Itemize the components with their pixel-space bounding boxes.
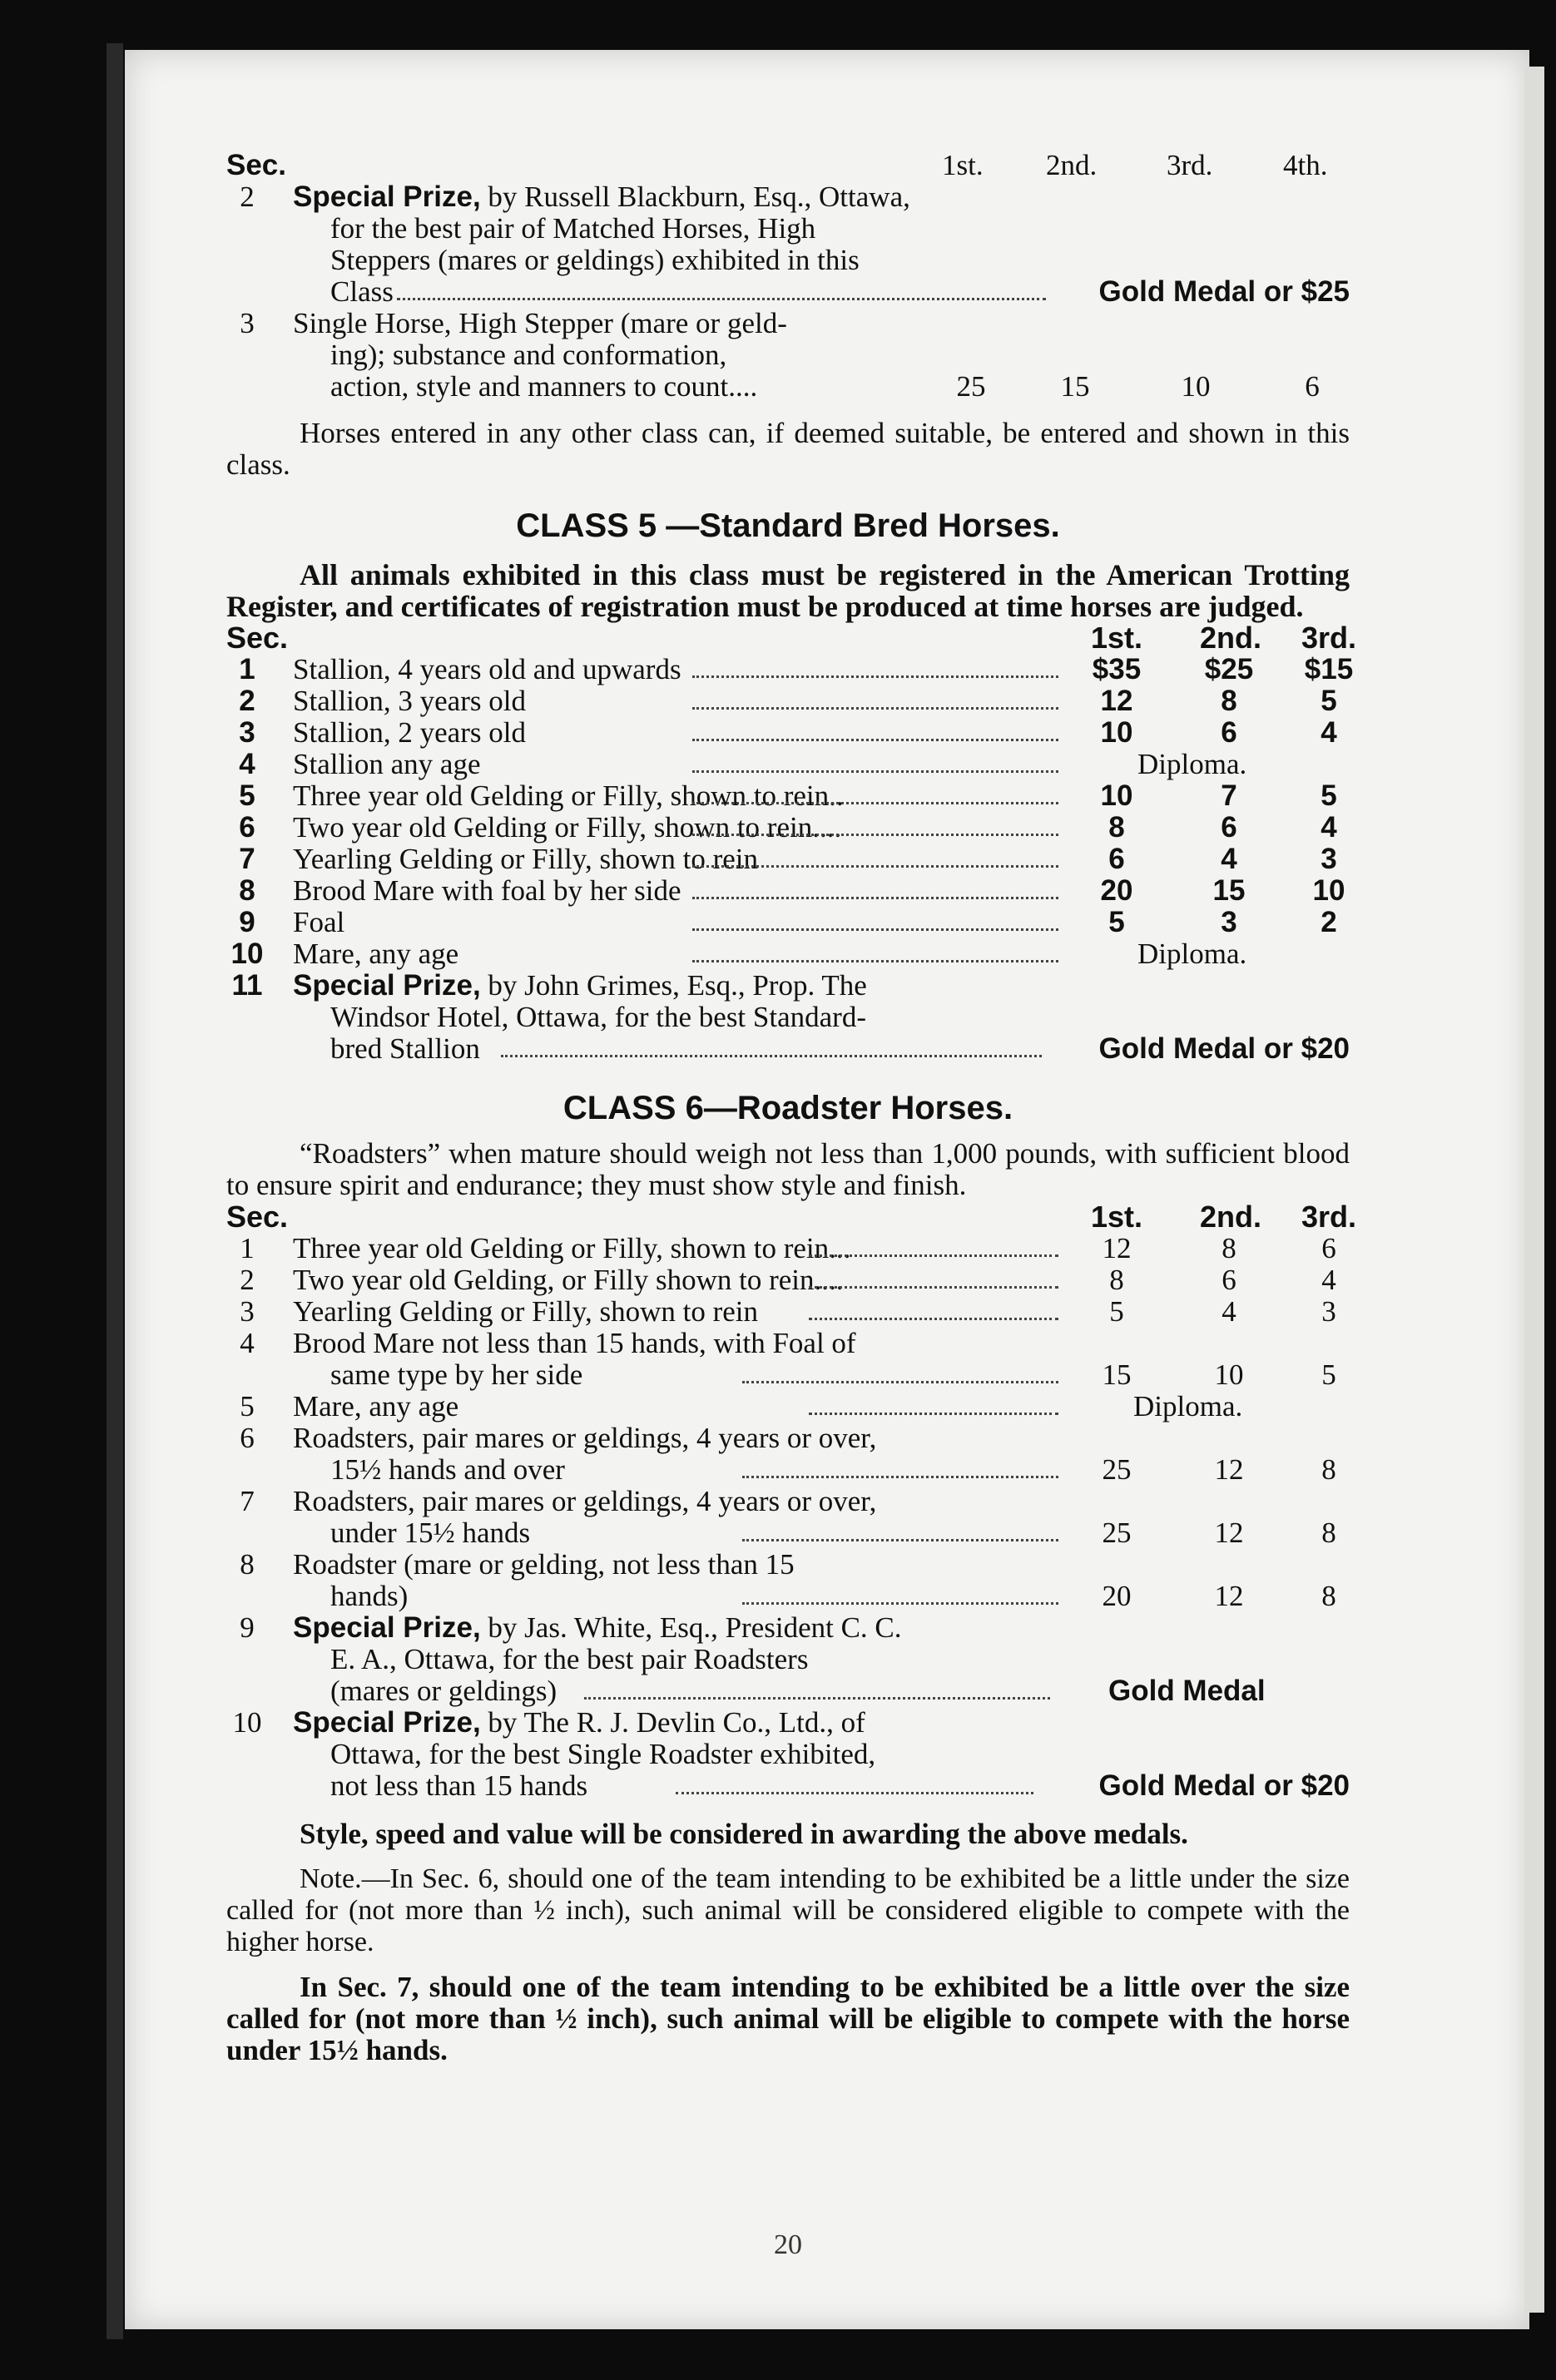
row-text: Single Horse, High Stepper (mare or geld- xyxy=(293,307,787,339)
leader-dots xyxy=(692,958,1058,962)
sec-number: 9 xyxy=(240,1611,255,1644)
row-text: Mare, any age xyxy=(293,938,459,970)
table-row xyxy=(226,844,1350,875)
sec-number: 4 xyxy=(240,1327,255,1359)
sec-number: 3 xyxy=(240,1295,255,1328)
page-edge xyxy=(1524,67,1544,2313)
sec-number: 9 xyxy=(239,906,255,938)
row-text: ing); substance and conformation, xyxy=(330,339,727,371)
value-v1: $35 xyxy=(1092,653,1142,685)
value-v1: 12 xyxy=(1102,1232,1132,1264)
value-v3: $15 xyxy=(1304,653,1354,685)
leader-dots xyxy=(692,800,1058,804)
col-1st: 1st. xyxy=(1090,1200,1143,1234)
table-row xyxy=(226,1423,1350,1454)
sec-number: 6 xyxy=(240,1422,255,1454)
page-number: 20 xyxy=(774,2229,802,2260)
row-text: not less than 15 hands xyxy=(330,1769,588,1802)
value-3rd: 10 xyxy=(1181,370,1211,403)
sec-number: 5 xyxy=(240,1390,255,1423)
value-v2: 8 xyxy=(1222,1232,1236,1264)
table-row xyxy=(226,812,1350,844)
leader-dots xyxy=(692,927,1058,931)
award: Gold Medal xyxy=(1108,1675,1266,1707)
sec-number: 3 xyxy=(239,716,255,749)
table-row xyxy=(226,685,1350,717)
value-v2: 12 xyxy=(1214,1517,1244,1549)
column-header xyxy=(226,1200,1357,1234)
note-sec7: In Sec. 7, should one of the team intending to be exhibited be a little over the size called for (not more than ½ inch), such animal will be eligible to compete with the horse under 15½ hands. xyxy=(226,1971,1350,2066)
col-1st: 1st. xyxy=(1090,621,1143,655)
table-row xyxy=(226,653,1354,685)
leader-dots xyxy=(692,863,1058,868)
column-header xyxy=(226,621,1357,655)
value-v3: 8 xyxy=(1321,1517,1336,1549)
value-2nd: 15 xyxy=(1060,370,1090,403)
value-v1: 10 xyxy=(1100,716,1133,749)
sec-number: 2 xyxy=(239,685,255,717)
row-text: by Jas. White, Esq., President C. C. xyxy=(488,1611,902,1644)
value-v3: 5 xyxy=(1321,685,1337,717)
col-2nd: 2nd. xyxy=(1046,149,1098,181)
row-text: Yearling Gelding or Filly, shown to rein xyxy=(293,843,759,875)
col-3rd: 3rd. xyxy=(1301,1200,1357,1234)
award: Gold Medal or $20 xyxy=(1098,1032,1350,1065)
note-sec6: Note.—In Sec. 6, should one of the team intending to be exhibited be a little under the size called for (not more than ½ inch), such animal will be considered eligible to compete with the higher horse. xyxy=(226,1863,1350,1957)
leader-dots xyxy=(742,1474,1058,1478)
table-row xyxy=(226,938,1350,970)
sec-number: 8 xyxy=(240,1548,255,1581)
table-row-cont xyxy=(226,1644,1350,1675)
table-row xyxy=(226,717,1350,749)
award: Gold Medal or $20 xyxy=(1098,1769,1350,1802)
diploma: Diploma. xyxy=(1133,1390,1243,1423)
value-v2: 6 xyxy=(1221,811,1237,844)
row-text: Roadsters, pair mares or geldings, 4 years or over, xyxy=(293,1485,877,1517)
value-4th: 6 xyxy=(1305,370,1320,403)
value-v2: 4 xyxy=(1221,843,1237,875)
value-v3: 5 xyxy=(1321,1358,1336,1391)
leader-dots xyxy=(742,1379,1058,1383)
row-text: by John Grimes, Esq., Prop. The xyxy=(488,969,867,1002)
value-v2: $25 xyxy=(1204,653,1254,685)
col-4th: 4th. xyxy=(1283,149,1328,181)
value-v3: 4 xyxy=(1321,811,1337,844)
leader-dots xyxy=(742,1601,1058,1605)
class5-heading: CLASS 5 —Standard Bred Horses. xyxy=(516,507,1060,544)
row-text: (mares or geldings) xyxy=(330,1675,557,1707)
row-text: 15½ hands and over xyxy=(330,1453,565,1486)
table-row-cont xyxy=(226,1770,1350,1802)
sec-label: Sec. xyxy=(226,149,286,181)
table-row-cont xyxy=(226,1002,1350,1033)
value-v1: 20 xyxy=(1102,1580,1132,1612)
column-header-top xyxy=(226,150,1350,181)
table-row xyxy=(226,1391,1350,1423)
row-text: E. A., Ottawa, for the best pair Roadsters xyxy=(330,1643,809,1675)
diploma: Diploma. xyxy=(1137,938,1247,970)
table-row-cont xyxy=(226,1739,1350,1770)
class6-intro: “Roadsters” when mature should weigh not less than 1,000 pounds, with sufficient blood to ensure spirit and endurance; they must show style and finish. xyxy=(226,1137,1350,1201)
table-row-cont xyxy=(226,1033,1350,1065)
award: Gold Medal or $25 xyxy=(1098,275,1350,308)
table-row-cont xyxy=(226,371,1350,403)
row-text: Mare, any age xyxy=(293,1390,459,1423)
table-row xyxy=(226,1486,1350,1517)
value-v2: 4 xyxy=(1222,1295,1236,1328)
table-row-cont xyxy=(226,1454,1350,1486)
value-v3: 8 xyxy=(1321,1453,1336,1486)
table-row-cont xyxy=(226,1675,1350,1707)
value-v1: 10 xyxy=(1100,779,1133,812)
table-row-cont xyxy=(226,1359,1350,1391)
value-v1: 25 xyxy=(1102,1517,1132,1549)
row-text: by The R. J. Devlin Co., Ltd., of xyxy=(488,1706,865,1739)
sec-number: 1 xyxy=(239,653,255,685)
sec-number: 2 xyxy=(240,1264,255,1296)
value-v1: 8 xyxy=(1109,1264,1124,1296)
special-prize-label: Special Prize, xyxy=(293,1611,481,1644)
leader-dots xyxy=(692,832,1058,836)
value-v2: 7 xyxy=(1221,779,1237,812)
leader-dots xyxy=(584,1695,1050,1700)
sec-number: 11 xyxy=(231,969,263,1002)
col-1st: 1st. xyxy=(942,149,984,181)
leader-dots xyxy=(692,769,1058,773)
special-prize-label: Special Prize, xyxy=(293,969,481,1002)
table-row-cont xyxy=(226,1517,1350,1549)
value-v3: 8 xyxy=(1321,1580,1336,1612)
row-text: same type by her side xyxy=(330,1358,583,1391)
leader-dots xyxy=(809,1411,1058,1415)
sec-number: 2 xyxy=(240,181,255,213)
sec-label: Sec. xyxy=(226,1200,289,1234)
value-v2: 8 xyxy=(1221,685,1237,717)
row-text: bred Stallion xyxy=(330,1032,480,1065)
row-text: Two year old Gelding or Filly, shown to rein.... xyxy=(293,811,842,844)
value-v2: 12 xyxy=(1214,1580,1244,1612)
value-v2: 6 xyxy=(1221,716,1237,749)
value-v1: 5 xyxy=(1108,906,1125,938)
class5-intro: All animals exhibited in this class must be registered in the American Trotting Register, and certificates of registration must be produced at time horses are judged. xyxy=(226,558,1350,623)
value-v2: 15 xyxy=(1212,874,1246,907)
row-text: Brood Mare with foal by her side xyxy=(293,874,681,907)
value-v3: 2 xyxy=(1321,906,1337,938)
table-row-cont xyxy=(226,213,1350,245)
leader-dots xyxy=(692,674,1058,678)
special-prize-label: Special Prize, xyxy=(293,181,481,213)
row-text: by Russell Blackburn, Esq., Ottawa, xyxy=(488,181,910,213)
row-text: under 15½ hands xyxy=(330,1517,531,1549)
class6-table xyxy=(226,1233,1350,1612)
value-v1: 6 xyxy=(1108,843,1125,875)
table-row xyxy=(226,749,1350,780)
row-text: Stallion, 2 years old xyxy=(293,716,526,749)
row-text: Three year old Gelding or Filly, shown to rein... xyxy=(293,1232,851,1264)
table-row xyxy=(226,780,1350,812)
row-text: Three year old Gelding or Filly, shown to rein.. xyxy=(293,779,844,812)
value-v2: 12 xyxy=(1214,1453,1244,1486)
sec-number: 4 xyxy=(239,748,255,780)
page-content xyxy=(226,149,1357,2260)
sec-number: 10 xyxy=(232,1706,262,1739)
sec-number: 3 xyxy=(240,307,255,339)
value-1st: 25 xyxy=(956,370,986,403)
value-v3: 3 xyxy=(1321,1295,1336,1328)
leader-dots xyxy=(742,1537,1058,1541)
paragraph-note: Horses entered in any other class can, if deemed suitable, be entered and shown in this class. xyxy=(226,417,1350,481)
row-text: Class xyxy=(330,275,394,308)
leader-dots xyxy=(676,1790,1033,1794)
value-v1: 20 xyxy=(1100,874,1133,907)
table-row xyxy=(226,1612,1350,1644)
leader-dots xyxy=(692,737,1058,741)
value-v1: 8 xyxy=(1108,811,1125,844)
leader-dots xyxy=(692,895,1058,899)
row-text: Roadsters, pair mares or geldings, 4 years or over, xyxy=(293,1422,877,1454)
value-v2: 6 xyxy=(1222,1264,1236,1296)
leader-dots xyxy=(692,705,1058,710)
sec-number: 7 xyxy=(240,1485,255,1517)
special-prize-label: Special Prize, xyxy=(293,1706,481,1739)
col-2nd: 2nd. xyxy=(1200,621,1262,655)
value-v2: 3 xyxy=(1221,906,1237,938)
col-3rd: 3rd. xyxy=(1167,149,1213,181)
col-3rd: 3rd. xyxy=(1301,621,1357,655)
row-text: Stallion, 4 years old and upwards xyxy=(293,653,681,685)
sec-number: 6 xyxy=(239,811,255,844)
sec-number: 5 xyxy=(239,779,255,812)
row-text: Windsor Hotel, Ottawa, for the best Standard- xyxy=(330,1001,866,1033)
sec-label: Sec. xyxy=(226,621,289,655)
row-text: action, style and manners to count.... xyxy=(330,370,758,403)
table-row xyxy=(226,1296,1350,1328)
table-row xyxy=(226,1707,1350,1739)
row-text: Yearling Gelding or Filly, shown to rein xyxy=(293,1295,759,1328)
col-2nd: 2nd. xyxy=(1200,1200,1262,1234)
value-v3: 4 xyxy=(1321,1264,1336,1296)
style-note: Style, speed and value will be considered in awarding the above medals. xyxy=(300,1818,1188,1850)
row-text: Stallion any age xyxy=(293,748,481,780)
book-spine xyxy=(107,43,123,2339)
leader-dots xyxy=(501,1053,1042,1057)
value-v3: 10 xyxy=(1312,874,1345,907)
leader-dots xyxy=(397,296,1046,300)
sec-number: 7 xyxy=(239,843,255,875)
class5-table xyxy=(226,653,1354,970)
leader-dots xyxy=(809,1284,1058,1289)
sec-number: 8 xyxy=(239,874,255,907)
row-text: Two year old Gelding, or Filly shown to rein.... xyxy=(293,1264,844,1296)
value-v2: 10 xyxy=(1214,1358,1244,1391)
value-v1: 12 xyxy=(1100,685,1133,717)
leader-dots xyxy=(809,1253,1058,1257)
table-row-cont xyxy=(226,276,1350,308)
diploma: Diploma. xyxy=(1137,748,1247,780)
leader-dots xyxy=(809,1316,1058,1320)
table-row xyxy=(226,181,1350,213)
value-v3: 5 xyxy=(1321,779,1337,812)
table-row xyxy=(226,1233,1350,1264)
value-v1: 15 xyxy=(1102,1358,1132,1391)
sec-number: 1 xyxy=(240,1232,255,1264)
table-row xyxy=(226,875,1350,907)
sec-number: 10 xyxy=(230,938,264,970)
row-text: Brood Mare not less than 15 hands, with Foal of xyxy=(293,1327,856,1359)
table-row xyxy=(226,907,1350,938)
table-row-cont xyxy=(226,1581,1350,1612)
value-v3: 6 xyxy=(1321,1232,1336,1264)
value-v1: 25 xyxy=(1102,1453,1132,1486)
table-row xyxy=(226,1328,1350,1359)
row-text: Foal xyxy=(293,906,345,938)
value-v3: 3 xyxy=(1321,843,1337,875)
row-text: Roadster (mare or gelding, not less than 15 xyxy=(293,1548,795,1581)
row-text: Stallion, 3 years old xyxy=(293,685,526,717)
value-v3: 4 xyxy=(1321,716,1337,749)
table-row xyxy=(226,308,1350,339)
row-text: Steppers (mares or geldings) exhibited in this xyxy=(330,244,860,276)
row-text: hands) xyxy=(330,1580,409,1612)
table-row-cont xyxy=(226,245,1350,276)
table-row-cont xyxy=(226,339,1350,371)
value-v1: 5 xyxy=(1109,1295,1124,1328)
table-row xyxy=(226,1264,1350,1296)
table-row xyxy=(226,1549,1350,1581)
row-text: for the best pair of Matched Horses, High xyxy=(330,212,816,245)
class6-heading: CLASS 6—Roadster Horses. xyxy=(562,1090,1013,1126)
table-row xyxy=(226,970,1350,1002)
row-text: Ottawa, for the best Single Roadster exhibited, xyxy=(330,1738,876,1770)
